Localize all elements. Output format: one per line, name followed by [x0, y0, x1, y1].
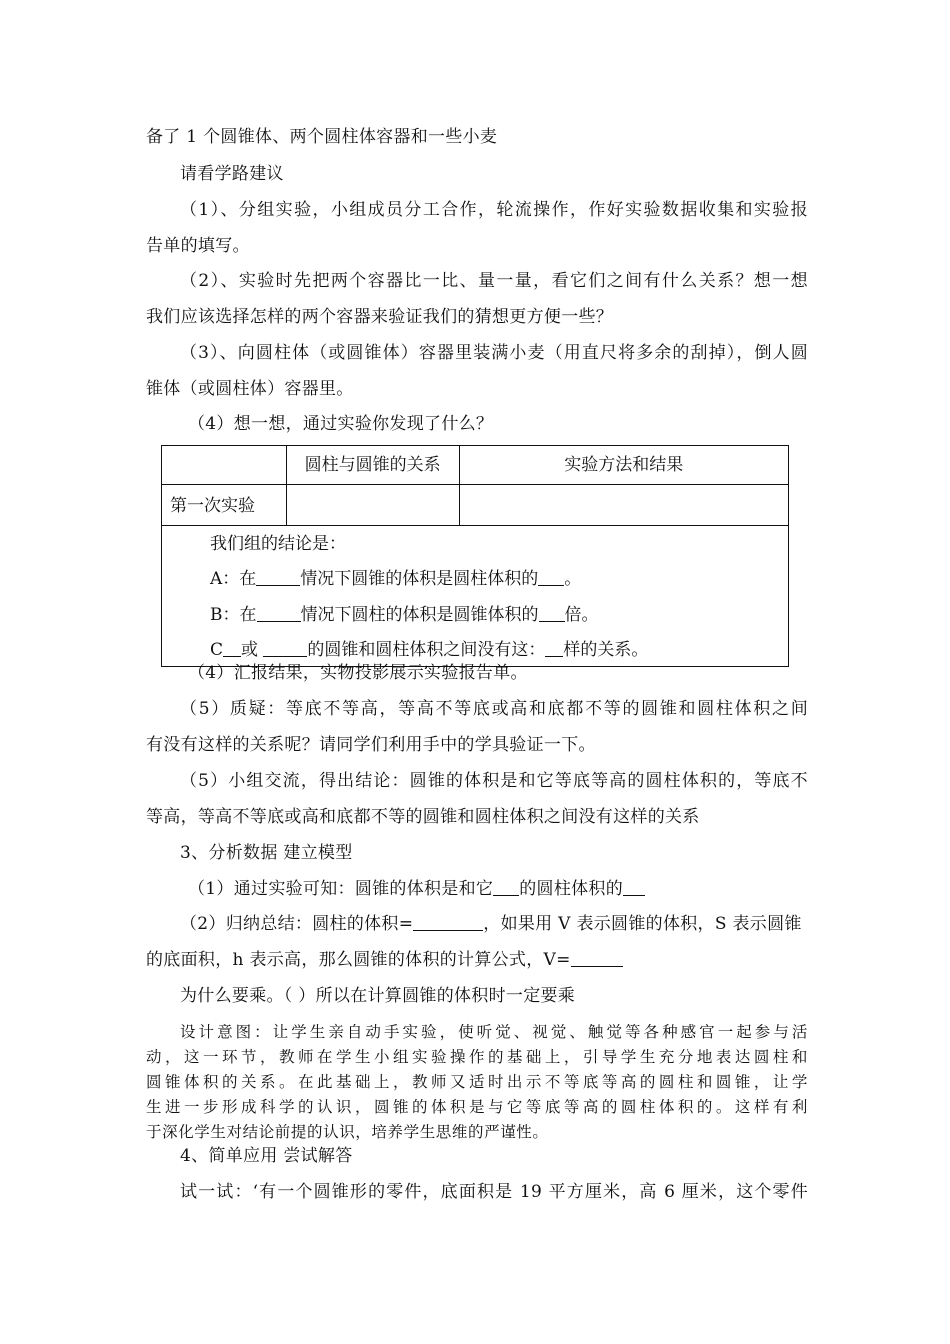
answer-blank [571, 950, 623, 967]
answer-blank [263, 640, 307, 657]
text-line: （5）质疑：等底不等高，等高不等底或高和底都不等的圆锥和圆柱体积之间 [180, 699, 808, 719]
table-cell-empty [162, 446, 287, 485]
conclusion-row [162, 526, 789, 667]
answer-blank [413, 914, 483, 931]
experiment-table [161, 445, 789, 667]
conclusion-title: 我们组的结论是： [210, 534, 346, 554]
answer-blank [223, 640, 241, 657]
design-intent-line: 设计意图：让学生亲自动手实验，使听觉、视觉、触觉等各种感官一起参与活 [180, 1023, 808, 1041]
answer-blank [256, 569, 300, 586]
table-row-label: 第一次实验 [162, 485, 287, 526]
conclusion-c: C 或 的圆锥和圆柱体积之间没有这： 样的关系。 [210, 640, 649, 660]
text-line: （3）、向圆柱体（或圆锥体）容器里装满小麦（用直尺将多余的刮掉），倒人圆 [180, 343, 808, 363]
answer-blank [545, 640, 563, 657]
conclusion-b: B：在 情况下圆柱的体积是圆锥体积的 倍。 [210, 605, 599, 625]
text-line: （4）汇报结果，实物投影展示实验报告单。 [188, 663, 528, 683]
text-line: 我们应该选择怎样的两个容器来验证我们的猜想更方便一些？ [146, 307, 614, 327]
text-line: （1）通过实验可知：圆锥的体积是和它 的圆柱体积的 [188, 878, 808, 900]
text-line: 的底面积，h 表示高，那么圆锥的体积的计算公式，V= [146, 949, 808, 971]
design-intent-line: 圆锥体积的关系。在此基础上，教师又适时出示不等底等高的圆柱和圆锥，让学 [146, 1073, 808, 1091]
answer-blank [493, 879, 519, 896]
text-line: 有没有这样的关系呢？请同学们利用手中的学具验证一下。 [146, 735, 596, 755]
text-line: （4）想一想，通过实验你发现了什么？ [188, 414, 494, 434]
table-cell-blank [286, 485, 459, 526]
text-line: （2）、实验时先把两个容器比一比、量一量，看它们之间有什么关系？想一想 [180, 271, 808, 291]
conclusion-a: A：在 情况下圆锥的体积是圆柱体积的 。 [210, 569, 582, 589]
answer-blank [257, 605, 301, 622]
conclusion-cell [162, 526, 789, 667]
text-line: 锥体（或圆柱体）容器里。 [146, 379, 354, 399]
design-intent-line: 动，这一环节，教师在学生小组实验操作的基础上，引导学生充分地表达圆柱和 [146, 1048, 808, 1066]
table-cell-blank [459, 485, 788, 526]
answer-blank [538, 569, 564, 586]
table-header-row [162, 446, 789, 485]
section-heading: 4、简单应用 尝试解答 [180, 1146, 353, 1166]
answer-blank [623, 879, 645, 896]
design-intent-line: 于深化学生对结论前提的认识，培养学生思维的严谨性。 [146, 1123, 549, 1141]
text-line: （2）归纳总结：圆柱的体积= ，如果用 V 表示圆锥的体积，S 表示圆锥 [180, 914, 802, 934]
text-line: 试一试：‘有一个圆锥形的零件，底面积是 19 平方厘米，高 6 厘米，这个零件 [180, 1182, 808, 1202]
table-header-relation: 圆柱与圆锥的关系 [286, 446, 459, 485]
text-line: 告单的填写。 [146, 236, 250, 256]
answer-blank [539, 605, 565, 622]
text-line: 为什么要乘。（ ）所以在计算圆锥的体积时一定要乘 [180, 986, 576, 1006]
text-line: （1）、分组实验，小组成员分工合作，轮流操作，作好实验数据收集和实验报 [180, 200, 808, 220]
text-line: 等高，等高不等底或高和底都不等的圆锥和圆柱体积之间没有这样的关系 [146, 807, 700, 827]
text-line: 请看学路建议 [180, 164, 284, 184]
text-line: （5）小组交流，得出结论：圆锥的体积是和它等底等高的圆柱体积的，等底不 [180, 771, 808, 791]
table-header-method: 实验方法和结果 [459, 446, 788, 485]
section-heading: 3、分析数据 建立模型 [180, 843, 353, 863]
text-line: 备了 1 个圆锥体、两个圆柱体容器和一些小麦 [146, 127, 498, 147]
design-intent-line: 生进一步形成科学的认识，圆锥的体积是与它等底等高的圆柱体积的。这样有利 [146, 1098, 808, 1116]
table-row [162, 485, 789, 526]
